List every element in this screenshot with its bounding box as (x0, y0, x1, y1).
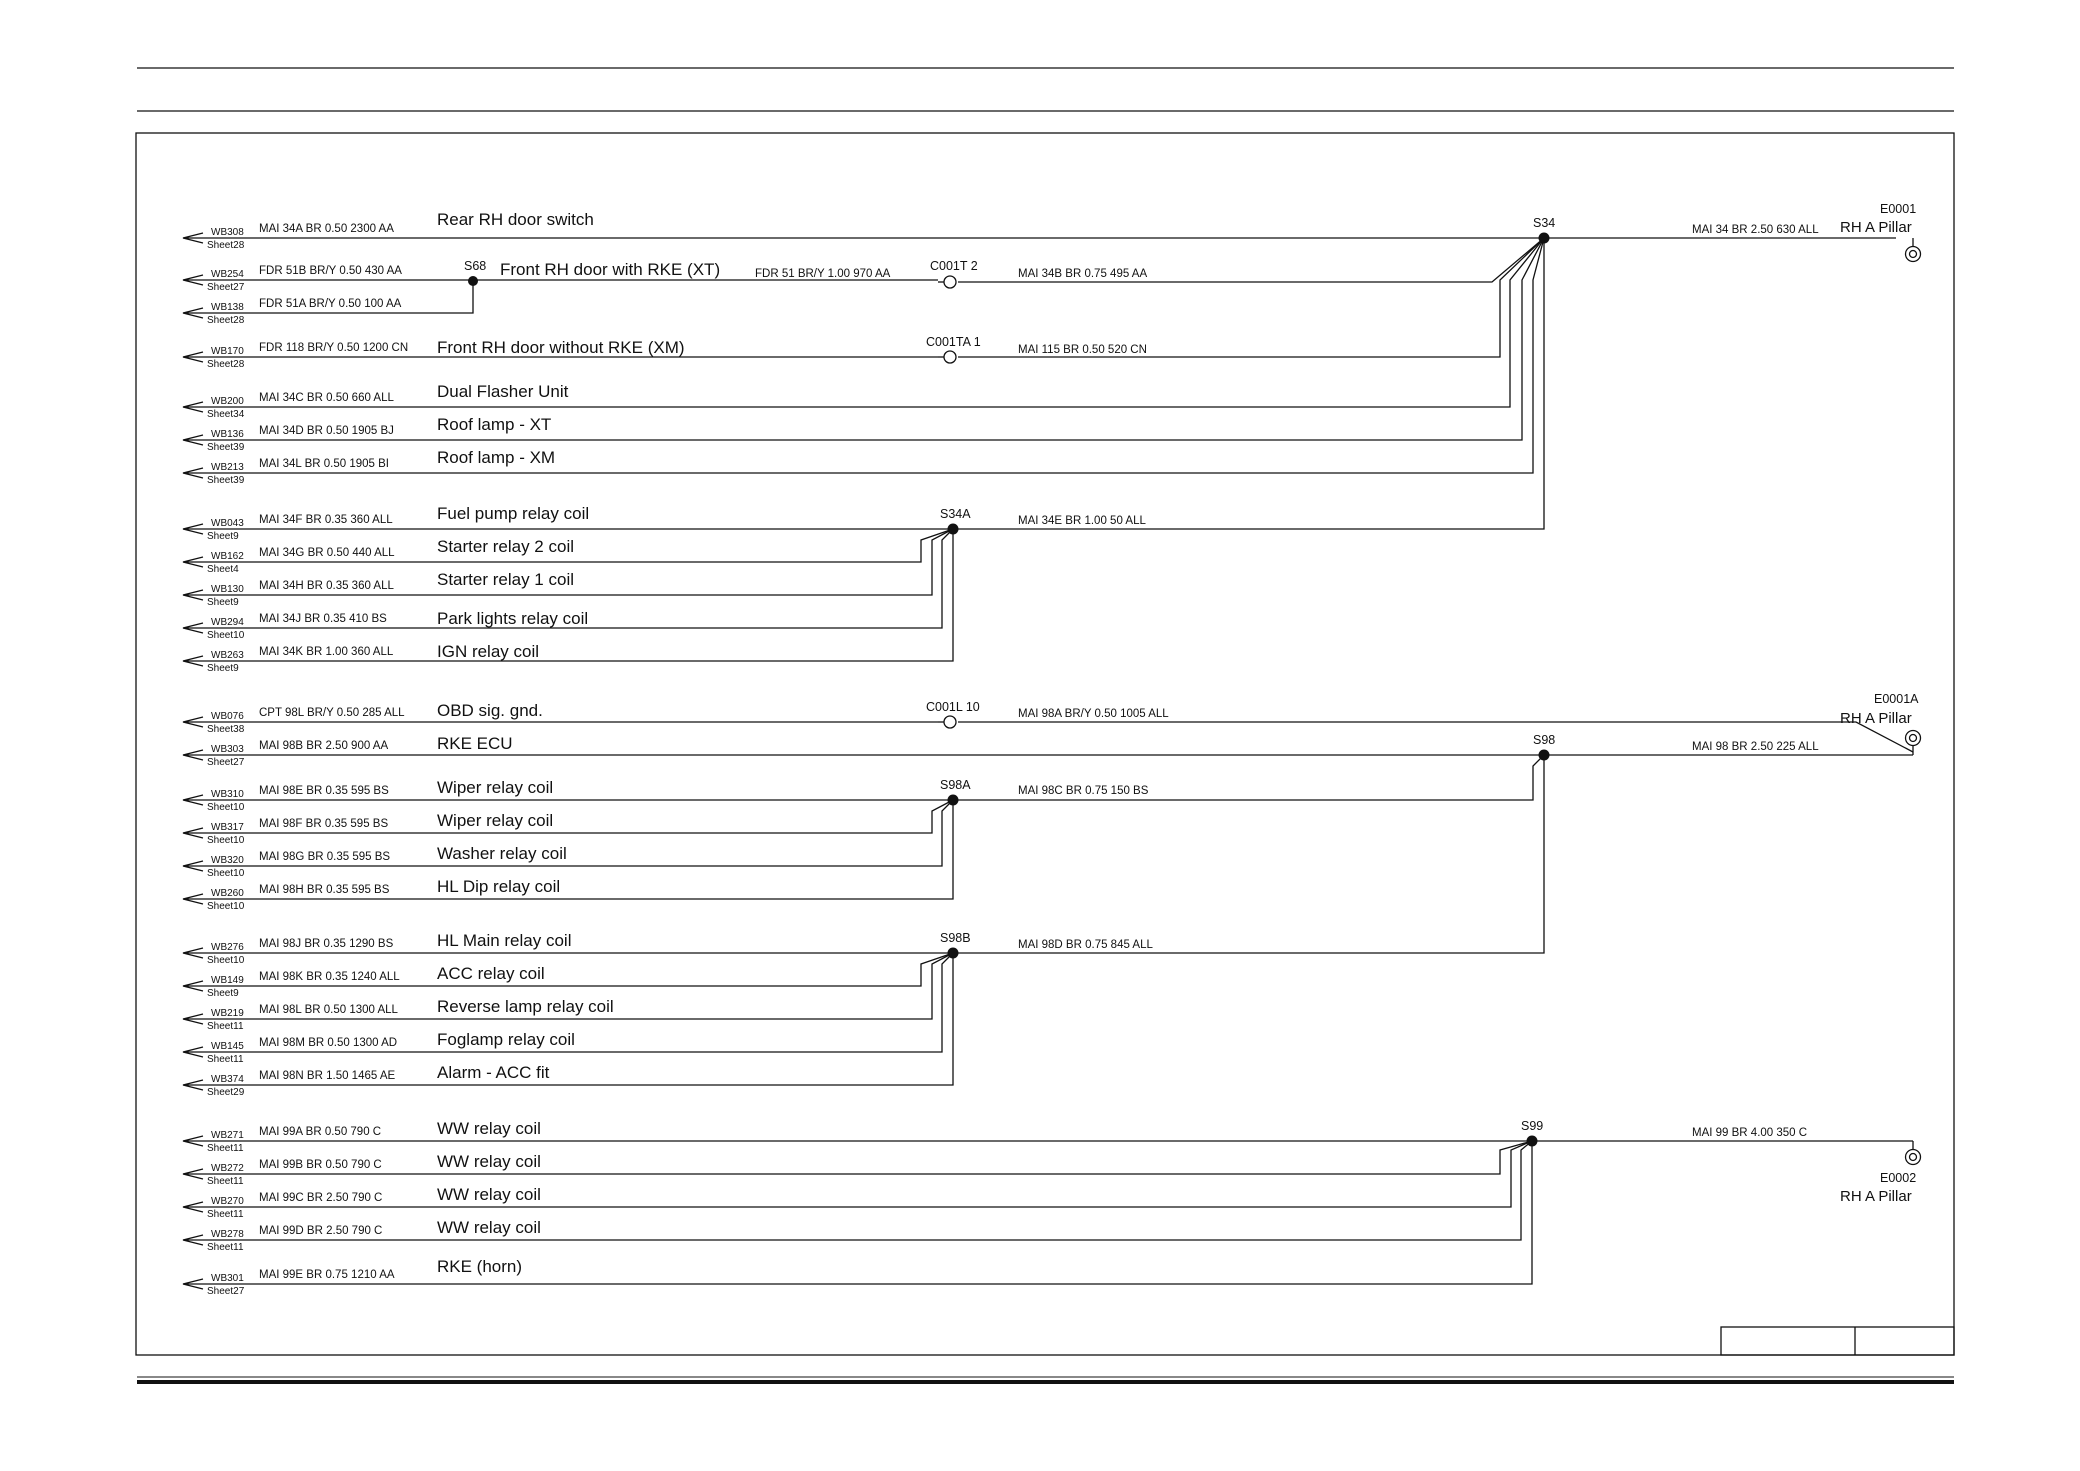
trunk-mai98d: MAI 98D BR 0.75 845 ALL (1018, 939, 1153, 951)
row-wire-spec: MAI 99B BR 0.50 790 C (259, 1159, 382, 1171)
page-frame (136, 68, 1954, 1382)
row-ref: WB145 (211, 1041, 244, 1052)
row-wire-spec: MAI 34H BR 0.35 360 ALL (259, 580, 394, 592)
row-wire-spec: MAI 98H BR 0.35 595 BS (259, 884, 390, 896)
wire-row (183, 734, 513, 768)
row-destination-label: HL Main relay coil (437, 931, 572, 950)
row-sheet: Sheet10 (207, 901, 245, 912)
row-wire-spec: FDR 51A BR/Y 0.50 100 AA (259, 298, 402, 310)
wire-rows (183, 210, 720, 1297)
row-sheet: Sheet27 (207, 757, 245, 768)
ground-e0002-id: E0002 (1880, 1171, 1917, 1185)
row-sheet: Sheet9 (207, 531, 239, 542)
row-wire-spec: MAI 34F BR 0.35 360 ALL (259, 514, 393, 526)
ground-symbol-icon (1906, 731, 1921, 746)
trunk-mai34b: MAI 34B BR 0.75 495 AA (1018, 268, 1148, 280)
row-destination-label: RKE ECU (437, 734, 513, 753)
row-destination-label: Front RH door without RKE (XM) (437, 338, 685, 357)
row-sheet: Sheet39 (207, 475, 245, 486)
row-sheet: Sheet27 (207, 282, 245, 293)
row-sheet: Sheet10 (207, 835, 245, 846)
row-ref: WB170 (211, 346, 244, 357)
row-sheet: Sheet11 (207, 1143, 244, 1154)
ground-e0001a-id: E0001A (1874, 692, 1919, 706)
row-sheet: Sheet9 (207, 597, 239, 608)
wire-row (183, 210, 594, 251)
ground-e0002-wire: MAI 99 BR 4.00 350 C (1692, 1127, 1808, 1139)
splice-label-s99: S99 (1521, 1119, 1544, 1133)
row-ref: WB162 (211, 551, 244, 562)
trunk-wire-labels (755, 268, 1169, 951)
row-destination-label: Wiper relay coil (437, 778, 554, 797)
row-ref: WB076 (211, 711, 244, 722)
splice-label-s98a: S98A (940, 778, 971, 792)
splice-label-s98b: S98B (940, 931, 971, 945)
row-ref: WB374 (211, 1074, 244, 1085)
row-ref: WB263 (211, 650, 244, 661)
row-ref: WB276 (211, 942, 244, 953)
row-wire-spec: MAI 99A BR 0.50 790 C (259, 1126, 382, 1138)
ground-e0001 (1692, 202, 1921, 262)
row-ref: WB254 (211, 269, 244, 280)
row-ref: WB271 (211, 1130, 244, 1141)
row-destination-label: Fuel pump relay coil (437, 504, 590, 523)
row-ref: WB272 (211, 1163, 244, 1174)
row-sheet: Sheet11 (207, 1054, 244, 1065)
row-wire-spec: MAI 34D BR 0.50 1905 BJ (259, 425, 394, 437)
wire-row (183, 778, 553, 813)
connector-c001t (930, 259, 978, 288)
row-ref: WB310 (211, 789, 244, 800)
row-destination-label: Dual Flasher Unit (437, 382, 569, 401)
row-ref: WB138 (211, 302, 244, 313)
row-wire-spec: MAI 34A BR 0.50 2300 AA (259, 223, 394, 235)
row-ref: WB308 (211, 227, 244, 238)
wire-row (183, 642, 539, 674)
row-ref: WB043 (211, 518, 244, 529)
row-destination-label: Roof lamp - XM (437, 448, 556, 467)
row-ref: WB278 (211, 1229, 244, 1240)
row-sheet: Sheet11 (207, 1176, 244, 1187)
row-sheet: Sheet27 (207, 1286, 245, 1297)
wire-row (183, 1119, 541, 1154)
wire-row (183, 1257, 522, 1297)
wire-row (183, 298, 402, 326)
ground-symbol-icon (1906, 247, 1921, 262)
splice-s98a-dot (948, 795, 959, 806)
splice-label-s98: S98 (1533, 733, 1556, 747)
row-destination-label: Wiper relay coil (437, 811, 554, 830)
row-wire-spec: MAI 98E BR 0.35 595 BS (259, 785, 389, 797)
row-wire-spec: FDR 118 BR/Y 0.50 1200 CN (259, 342, 409, 354)
wire-row (183, 701, 543, 735)
row-wire-spec: MAI 34J BR 0.35 410 BS (259, 613, 387, 625)
row-destination-label: Park lights relay coil (437, 609, 589, 628)
row-destination-label: ACC relay coil (437, 964, 545, 983)
row-destination-label: WW relay coil (437, 1119, 541, 1138)
ground-e0001a-wire: MAI 98 BR 2.50 225 ALL (1692, 741, 1819, 753)
row-destination-label: Front RH door with RKE (XT) (500, 260, 721, 279)
splice-s98-dot (1539, 750, 1550, 761)
wire-row (183, 1063, 550, 1098)
wire-row (183, 997, 614, 1032)
row-ref: WB213 (211, 462, 244, 473)
row-sheet: Sheet10 (207, 955, 245, 966)
splice-s34-dot (1539, 233, 1550, 244)
wire-row (183, 1218, 541, 1253)
row-ref: WB320 (211, 855, 244, 866)
row-sheet: Sheet9 (207, 988, 239, 999)
ground-e0001-wire: MAI 34 BR 2.50 630 ALL (1692, 224, 1819, 236)
row-sheet: Sheet34 (207, 409, 245, 420)
wire-row (183, 931, 571, 966)
row-sheet: Sheet10 (207, 630, 245, 641)
row-wire-spec: MAI 34K BR 1.00 360 ALL (259, 646, 394, 658)
row-ref: WB270 (211, 1196, 244, 1207)
row-wire-spec: MAI 98K BR 0.35 1240 ALL (259, 971, 400, 983)
wire-row (183, 811, 553, 846)
row-destination-label: HL Dip relay coil (437, 877, 561, 896)
row-sheet: Sheet4 (207, 564, 239, 575)
ground-e0002-location: RH A Pillar (1840, 1188, 1912, 1205)
splice-s99-dot (1527, 1136, 1538, 1147)
row-wire-spec: MAI 34G BR 0.50 440 ALL (259, 547, 395, 559)
row-wire-spec: MAI 98B BR 2.50 900 AA (259, 740, 389, 752)
row-sheet: Sheet38 (207, 724, 245, 735)
row-wire-spec: MAI 98G BR 0.35 595 BS (259, 851, 391, 863)
ground-e0001-id: E0001 (1880, 202, 1917, 216)
row-ref: WB219 (211, 1008, 244, 1019)
row-ref: WB303 (211, 744, 244, 755)
row-wire-spec: MAI 98L BR 0.50 1300 ALL (259, 1004, 398, 1016)
row-wire-spec: FDR 51B BR/Y 0.50 430 AA (259, 265, 402, 277)
row-sheet: Sheet9 (207, 663, 239, 674)
splice-s98b-dot (948, 948, 959, 959)
row-destination-label: Foglamp relay coil (437, 1030, 575, 1049)
row-wire-spec: MAI 99D BR 2.50 790 C (259, 1225, 383, 1237)
row-wire-spec: MAI 99E BR 0.75 1210 AA (259, 1269, 395, 1281)
ground-e0001a (1692, 692, 1921, 755)
row-sheet: Sheet28 (207, 315, 245, 326)
row-destination-label: Reverse lamp relay coil (437, 997, 614, 1016)
row-ref: WB200 (211, 396, 244, 407)
trunk-mai115: MAI 115 BR 0.50 520 CN (1018, 344, 1147, 356)
row-sheet: Sheet29 (207, 1087, 245, 1098)
row-ref: WB317 (211, 822, 244, 833)
wire-row (183, 877, 560, 912)
ground-e0002 (1692, 1127, 1921, 1205)
trunk-mai98c: MAI 98C BR 0.75 150 BS (1018, 785, 1149, 797)
row-destination-label: WW relay coil (437, 1218, 541, 1237)
connector-c001l-label: C001L 10 (926, 700, 980, 714)
row-ref: WB301 (211, 1273, 244, 1284)
connector-c001t-label: C001T 2 (930, 259, 978, 273)
row-destination-label: WW relay coil (437, 1152, 541, 1171)
row-ref: WB260 (211, 888, 244, 899)
splice-s34a-dot (948, 524, 959, 535)
ground-e0001a-location: RH A Pillar (1840, 710, 1912, 727)
row-wire-spec: MAI 99C BR 2.50 790 C (259, 1192, 383, 1204)
splice-label-s68: S68 (464, 259, 487, 273)
row-ref: WB130 (211, 584, 244, 595)
wire-row (183, 260, 720, 293)
row-destination-label: Washer relay coil (437, 844, 567, 863)
row-sheet: Sheet10 (207, 868, 245, 879)
row-ref: WB136 (211, 429, 244, 440)
wire-row (183, 570, 574, 608)
row-destination-label: RKE (horn) (437, 1257, 523, 1276)
wire-row (183, 1030, 575, 1065)
row-destination-label: Starter relay 2 coil (437, 537, 574, 556)
splice-label-s34: S34 (1533, 216, 1556, 230)
row-destination-label: Alarm - ACC fit (437, 1063, 550, 1082)
wire-row (183, 448, 555, 486)
row-destination-label: OBD sig. gnd. (437, 701, 543, 720)
wire-row (183, 1152, 541, 1187)
row-wire-spec: MAI 98M BR 0.50 1300 AD (259, 1037, 398, 1049)
row-wire-spec: MAI 98J BR 0.35 1290 BS (259, 938, 394, 950)
wire-row (183, 609, 588, 641)
trunk-fdr51: FDR 51 BR/Y 1.00 970 AA (755, 268, 891, 280)
row-destination-label: WW relay coil (437, 1185, 541, 1204)
wire-row (183, 338, 685, 370)
ground-e0001-location: RH A Pillar (1840, 219, 1912, 236)
row-wire-spec: MAI 98N BR 1.50 1465 AE (259, 1070, 396, 1082)
connector-c001ta (926, 335, 981, 363)
row-sheet: Sheet10 (207, 802, 245, 813)
splice-label-s34a: S34A (940, 507, 971, 521)
row-destination-label: Roof lamp - XT (437, 415, 552, 434)
row-destination-label: Starter relay 1 coil (437, 570, 574, 589)
row-sheet: Sheet39 (207, 442, 245, 453)
connector-c001l (926, 700, 980, 728)
wire-row (183, 1185, 541, 1220)
trunk-mai98a: MAI 98A BR/Y 0.50 1005 ALL (1018, 708, 1169, 720)
trunk-mai34e: MAI 34E BR 1.00 50 ALL (1018, 515, 1146, 527)
row-ref: WB294 (211, 617, 244, 628)
row-sheet: Sheet11 (207, 1021, 244, 1032)
row-wire-spec: MAI 98F BR 0.35 595 BS (259, 818, 389, 830)
row-destination-label: Rear RH door switch (437, 210, 594, 229)
ground-symbol-icon (1906, 1150, 1921, 1165)
row-destination-label: IGN relay coil (437, 642, 540, 661)
row-sheet: Sheet28 (207, 240, 245, 251)
row-ref: WB149 (211, 975, 244, 986)
wire-row (183, 844, 567, 879)
row-wire-spec: MAI 34L BR 0.50 1905 BI (259, 458, 389, 470)
splice-s68-dot (468, 276, 478, 286)
connector-c001ta-label: C001TA 1 (926, 335, 981, 349)
row-sheet: Sheet11 (207, 1209, 244, 1220)
row-sheet: Sheet11 (207, 1242, 244, 1253)
splice-points (468, 233, 1550, 1147)
row-wire-spec: MAI 34C BR 0.50 660 ALL (259, 392, 394, 404)
row-sheet: Sheet28 (207, 359, 245, 370)
wire-row (183, 964, 545, 999)
row-wire-spec: CPT 98L BR/Y 0.50 285 ALL (259, 707, 405, 719)
